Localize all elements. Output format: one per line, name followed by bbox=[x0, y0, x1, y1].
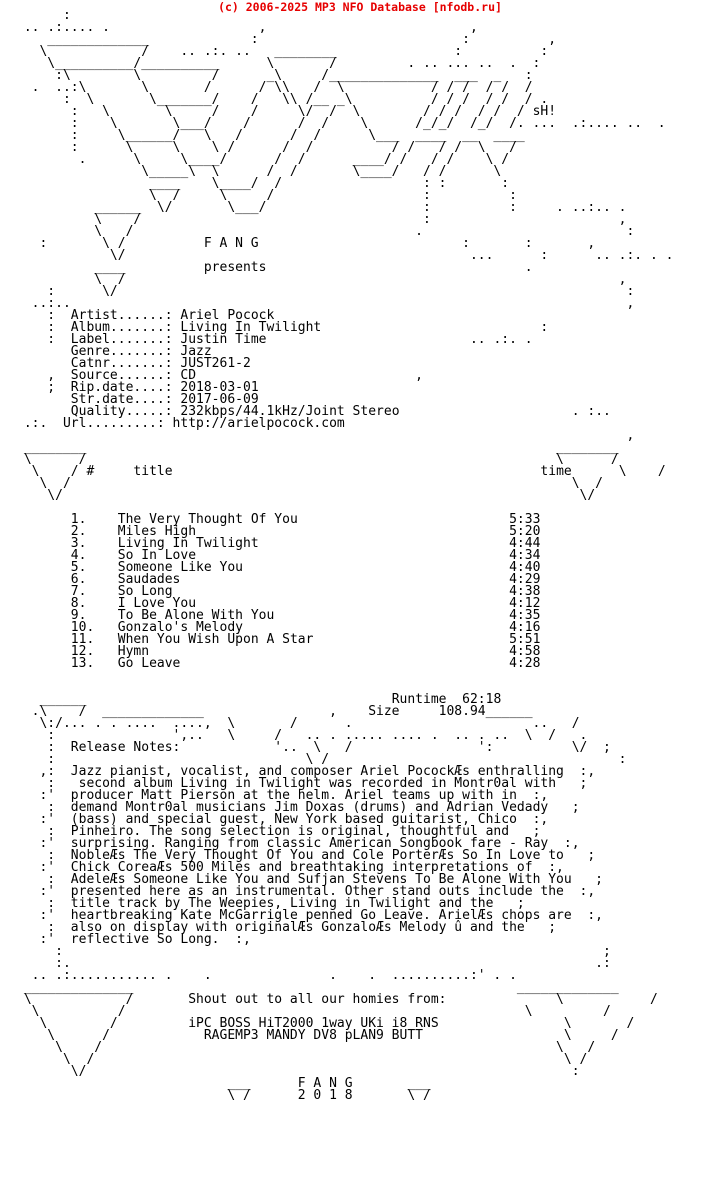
tracklist-tracks-time: 4:12 bbox=[509, 596, 541, 611]
tracklist-size-label: Size bbox=[368, 704, 400, 719]
tracklist-tracks-num: 9. bbox=[70, 608, 118, 623]
nfo-line: \ / . : bbox=[16, 224, 635, 239]
tracklist-tracks-title: Miles High bbox=[117, 524, 510, 539]
nfo-line: \ / 2 0 1 8 \ / bbox=[16, 1088, 431, 1103]
tracklist-tracks-time: 4:34 bbox=[509, 548, 541, 563]
release-info-rows-value: Ariel Pocock bbox=[180, 308, 275, 323]
nfo-line: ..:.. , bbox=[16, 296, 635, 311]
tracklist-tracks-title: Saudades bbox=[117, 572, 510, 587]
nfo-line: .. .:.... . , , bbox=[16, 20, 478, 35]
nfo-line: \:/... . . .... ...., \ / . .. / bbox=[16, 716, 580, 731]
nfo-line: : second album Living in Twilight was recorded in Montr0al with ; bbox=[16, 776, 588, 791]
notes-lines-7: NobleÆs The Very Thought Of You and Cole PorterÆs So In Love to bbox=[70, 848, 564, 863]
nfo-line: ______________ _____________ bbox=[16, 980, 619, 995]
nfo-line: . \ \____/ / / ____/ / / / \ / bbox=[16, 152, 510, 167]
nfo-line: ____ presents . bbox=[16, 260, 533, 275]
footer-sign: F A N G bbox=[297, 1076, 353, 1091]
tracklist-tracks-num: 5. bbox=[70, 560, 118, 575]
nfo-line: : Release Notes: '.. \ / ': \/ ; bbox=[16, 740, 611, 755]
release-group-tag: sH! bbox=[532, 104, 557, 119]
nfo-text-art bbox=[16, 10, 673, 1102]
nfo-line: \/ \/ bbox=[16, 488, 596, 503]
tracklist-tracks-time: 5:51 bbox=[509, 632, 541, 647]
tracklist-tracks-time: 4:29 bbox=[509, 572, 541, 587]
nfo-line: : AdeleÆs Someone Like You and Sufjan Stevens To Be Alone With You ; bbox=[16, 872, 604, 887]
tracklist-tracks-num: 3. bbox=[70, 536, 118, 551]
release-info-rows-value: Jazz bbox=[180, 344, 212, 359]
release-info-rows-label: Label.......: bbox=[70, 332, 173, 347]
tracklist-tracks-title: When You Wish Upon A Star bbox=[117, 632, 510, 647]
nfo-line: :' Chick CoreaÆs 500 Miles and breathtaking interpretations of :, bbox=[16, 860, 564, 875]
nfo-line bbox=[16, 670, 673, 682]
nfo-line: ; Rip.date....: 2018-03-01 bbox=[16, 380, 259, 395]
nfo-line: \ / , bbox=[16, 272, 627, 287]
release-info-rows-label: Url.........: bbox=[62, 416, 165, 431]
nfo-line: : demand Montr0al musicians Jim Doxas (drums) and Adrian Vedady ; bbox=[16, 800, 580, 815]
tracklist-size-value: 108.94 bbox=[438, 704, 486, 719]
notes-lines-10: presented here as an instrumental. Other stand outs include the bbox=[70, 884, 564, 899]
release-info-rows-label: Genre.......: bbox=[70, 344, 173, 359]
tracklist-tracks-time: 4:58 bbox=[509, 644, 541, 659]
release-info-rows-value: http://arielpocock.com bbox=[172, 416, 345, 431]
nfo-line: : \ \ / / \/ / \ / / / / / / sH! bbox=[16, 104, 557, 119]
nfo-line: \ / : , bbox=[16, 212, 627, 227]
notes-lines-12: heartbreaking Kate McGarrigle penned Go Leave. ArielÆs chops are bbox=[70, 908, 572, 923]
tracklist-tracks-time: 4:35 bbox=[509, 608, 541, 623]
tracklist-tracks-title: So In Love bbox=[117, 548, 510, 563]
nfo-line: _____________ : : , bbox=[16, 32, 557, 47]
release-info-rows-value: 2018-03-01 bbox=[180, 380, 259, 395]
tracklist-tracks-num: 6. bbox=[70, 572, 118, 587]
tracklist-tracks-time: 4:38 bbox=[509, 584, 541, 599]
tracklist-tracks-title: So Long bbox=[117, 584, 510, 599]
nfo-line: : also on display with originalÆs GonzaloÆs Melody û and the ; bbox=[16, 920, 557, 935]
nfo-line: .:. Url.........: http://arielpocock.com bbox=[16, 416, 345, 431]
nfo-line: \ / \ / bbox=[16, 452, 619, 467]
copyright-header: (c) 2006-2025 MP3 NFO Database [nfodb.ru] bbox=[218, 0, 502, 14]
notes-lines-3: demand Montr0al musicians Jim Doxas (drums) and Adrian Vedady bbox=[70, 800, 549, 815]
nfo-line: \ / \ / bbox=[16, 1004, 611, 1019]
nfo-line: ____ \____/ / : : : bbox=[16, 176, 510, 191]
nfo-line: : NobleÆs The Very Thought Of You and Cole PorterÆs So In Love to ; bbox=[16, 848, 596, 863]
nfo-line: : \ \___/ / / / \ /_/_/ /_/ /. ... .:.... .. . bbox=[16, 116, 666, 131]
release-info-rows-label: Artist......: bbox=[70, 308, 173, 323]
nfo-line: : \ \ \ / / / / / / / \ / bbox=[16, 140, 517, 155]
tracklist-tracks-title: Living In Twilight bbox=[117, 536, 510, 551]
release-info-rows-label: Source......: bbox=[70, 368, 173, 383]
tracklist-tracks-title: To Be Alone With You bbox=[117, 608, 510, 623]
release-info-rows-value: Justin Time bbox=[180, 332, 267, 347]
notes-lines-13: also on display with originalÆs GonzaloÆs Melody û and the bbox=[70, 920, 525, 935]
nfo-line: : title track by The Weepies, Living in Twilight and the ; bbox=[16, 896, 525, 911]
tracklist-tracks-num: 1. bbox=[70, 512, 118, 527]
nfo-line: ___ F A N G ___ bbox=[16, 1076, 431, 1091]
nfo-line: : \ \_______/ / \\ /__ _\ / / / / / / . bbox=[16, 92, 549, 107]
nfo-line: :' surprising. Ranging from classic American Songbook fare - Ray :, bbox=[16, 836, 580, 851]
nfo-line: , Source......: CD , bbox=[16, 368, 424, 383]
tracklist-tracks-num: 10. bbox=[70, 620, 118, 635]
nfo-line: : ; bbox=[16, 944, 611, 959]
tracklist-runtime-value: 62:18 bbox=[462, 692, 502, 707]
release-info-rows-value: 2017-06-09 bbox=[180, 392, 259, 407]
release-info-rows-value: 232kbps/44.1kHz/Joint Stereo bbox=[180, 404, 400, 419]
nfo-line: \ / \ / bbox=[16, 1052, 588, 1067]
nfo-line: . ..:\ \ / / \\ / \ / / / / / / bbox=[16, 80, 533, 95]
nfo-line: \__________/__________ \ / . .. ... .. . : bbox=[16, 56, 541, 71]
release-presents: presents bbox=[203, 260, 267, 275]
footer-groups-line2: RAGEMP3 MANDY DV8 pLAN9 BUTT bbox=[203, 1028, 423, 1043]
release-info-rows-label: Catnr.......: bbox=[70, 356, 173, 371]
nfo-line: ______ \/ \___/ : : . ..:.. . bbox=[16, 200, 627, 215]
tracklist-runtime-label: Runtime bbox=[391, 692, 447, 707]
tracklist-tracks-num: 11. bbox=[70, 632, 118, 647]
nfo-line: : \/ : bbox=[16, 284, 635, 299]
nfo-line: \/ ... : .. .:. . . bbox=[16, 248, 674, 263]
nfo-line: \ / \ / bbox=[16, 476, 603, 491]
notes-lines-4: (bass) and special guest, New York based guitarist, Chico bbox=[70, 812, 517, 827]
nfo-line: ________ ________ bbox=[16, 440, 619, 455]
nfo-line: :\ \ / _\ /______________ ___ _ : bbox=[16, 68, 533, 83]
nfo-line: : Pinheiro. The song selection is original, thoughtful and ; bbox=[16, 824, 541, 839]
tracklist-col-num: # bbox=[86, 464, 95, 479]
tracklist-tracks-time: 4:44 bbox=[509, 536, 541, 551]
release-info-rows-value: Living In Twilight bbox=[180, 320, 322, 335]
footer-year: 2 0 1 8 bbox=[297, 1088, 353, 1103]
nfo-line: : Label.......: Justin Time .. .:. . bbox=[16, 332, 533, 347]
nfo-line: :' heartbreaking Kate McGarrigle penned Go Leave. ArielÆs chops are :, bbox=[16, 908, 604, 923]
tracklist-tracks-num: 8. bbox=[70, 596, 118, 611]
tracklist-col-title: title bbox=[133, 464, 173, 479]
nfo-line: : bbox=[16, 8, 71, 23]
notes-lines-8: Chick CoreaÆs 500 Miles and breathtaking interpretations of bbox=[70, 860, 533, 875]
nfo-line: :' (bass) and special guest, New York based guitarist, Chico :, bbox=[16, 812, 549, 827]
footer-shoutout: Shout out to all our homies from: bbox=[188, 992, 447, 1007]
nfo-line: : \ / F A N G : : , bbox=[16, 236, 596, 251]
notes-lines-5: Pinheiro. The song selection is original, thoughtful and bbox=[70, 824, 510, 839]
nfo-line: : \______/ \ / / / \___ ____ __ ____ bbox=[16, 128, 525, 143]
tracklist-tracks-title: Go Leave bbox=[117, 656, 510, 671]
notes-lines-2: producer Matt Pierson at the helm. Ariel teams up with in bbox=[70, 788, 517, 803]
nfo-line: \/ : bbox=[16, 1064, 580, 1079]
release-info-rows-value: CD bbox=[180, 368, 197, 383]
nfo-line: \ / iPC BOSS HiT2000 1way UKi i8 RNS \ / bbox=[16, 1016, 635, 1031]
nfo-line: : \ / : bbox=[16, 752, 627, 767]
nfo-line: :' producer Matt Pierson at the helm. Ariel teams up with in :, bbox=[16, 788, 549, 803]
tracklist-tracks-title: Someone Like You bbox=[117, 560, 510, 575]
tracklist-tracks-num: 13. bbox=[70, 656, 118, 671]
nfo-line: .. .:........... . . . . ..........:' . . bbox=[16, 968, 517, 983]
release-info-rows-value: JUST261-2 bbox=[180, 356, 251, 371]
tracklist-tracks-time: 4:40 bbox=[509, 560, 541, 575]
nfo-line: \ / RAGEMP3 MANDY DV8 pLAN9 BUTT \ / bbox=[16, 1028, 619, 1043]
notes-lines-0: Jazz pianist, vocalist, and composer Ariel PocockÆs enthralling bbox=[70, 764, 564, 779]
nfo-line: : Artist......: Ariel Pocock bbox=[16, 308, 275, 323]
nfo-line: .\ / _____________ , Size 108.94______ bbox=[16, 704, 533, 719]
tracklist-tracks-num: 4. bbox=[70, 548, 118, 563]
nfo-line: \ / \ / bbox=[16, 1040, 596, 1055]
notes-heading: Release Notes: bbox=[70, 740, 181, 755]
nfo-line: Quality.....: 232kbps/44.1kHz/Joint Stereo . :.. bbox=[70, 404, 611, 419]
tracklist-col-time: time bbox=[540, 464, 572, 479]
tracklist-tracks-time: 4:16 bbox=[509, 620, 541, 635]
nfo-line: : Album.......: Living In Twilight : bbox=[16, 320, 549, 335]
release-info-rows-label: Str.date....: bbox=[70, 392, 173, 407]
nfo-line: ______ Runtime 62:18 bbox=[16, 692, 502, 707]
nfo-line: : ',.. \ / .. . ..... .... . .. . .. \ / . bbox=[16, 728, 588, 743]
tracklist-tracks-title: I Love You bbox=[117, 596, 510, 611]
notes-lines-11: title track by The Weepies, Living in Twilight and the bbox=[70, 896, 494, 911]
release-info-rows-label: Quality.....: bbox=[70, 404, 173, 419]
release-info-rows-label: Album.......: bbox=[70, 320, 173, 335]
nfo-line: ,: Jazz pianist, vocalist, and composer Ariel PocockÆs enthralling :, bbox=[16, 764, 596, 779]
tracklist-tracks-num: 7. bbox=[70, 584, 118, 599]
nfo-line: \ / \ / : : bbox=[16, 188, 517, 203]
notes-lines-9: AdeleÆs Someone Like You and Sufjan Stevens To Be Alone With You bbox=[70, 872, 572, 887]
tracklist-tracks-title: Gonzalo's Melody bbox=[117, 620, 510, 635]
nfo-line bbox=[16, 658, 673, 670]
tracklist-tracks-time: 4:28 bbox=[509, 656, 541, 671]
nfo-line: :' reflective So Long. :, bbox=[16, 932, 251, 947]
nfo-line: \ / # title time \ / bbox=[16, 464, 666, 479]
tracklist-tracks-title: The Very Thought Of You bbox=[117, 512, 510, 527]
nfo-line: \_____\ \ / / \____/ / / \ bbox=[16, 164, 502, 179]
notes-lines-14: reflective So Long. bbox=[70, 932, 220, 947]
footer-groups-line1: iPC BOSS HiT2000 1way UKi i8 RNS bbox=[188, 1016, 439, 1031]
nfo-line: \ / Shout out to all our homies from: \ / bbox=[16, 992, 658, 1007]
release-group: F A N G bbox=[203, 236, 259, 251]
notes-lines-1: second album Living in Twilight was recorded in Montr0al with bbox=[70, 776, 557, 791]
release-info-rows-label: Rip.date....: bbox=[70, 380, 173, 395]
tracklist-tracks-num: 12. bbox=[70, 644, 118, 659]
tracklist-tracks-num: 2. bbox=[70, 524, 118, 539]
notes-lines-6: surprising. Ranging from classic American Songbook fare - Ray bbox=[70, 836, 549, 851]
tracklist-tracks-title: Hymn bbox=[117, 644, 510, 659]
tracklist-tracks-time: 5:33 bbox=[509, 512, 541, 527]
nfo-line: :. .: bbox=[16, 956, 611, 971]
tracklist-tracks-time: 5:20 bbox=[509, 524, 541, 539]
nfo-line: , bbox=[16, 428, 635, 443]
nfo-line: \ / .. .:. .. ________ : : bbox=[16, 44, 549, 59]
nfo-line: :' presented here as an instrumental. Other stand outs include the :, bbox=[16, 884, 596, 899]
